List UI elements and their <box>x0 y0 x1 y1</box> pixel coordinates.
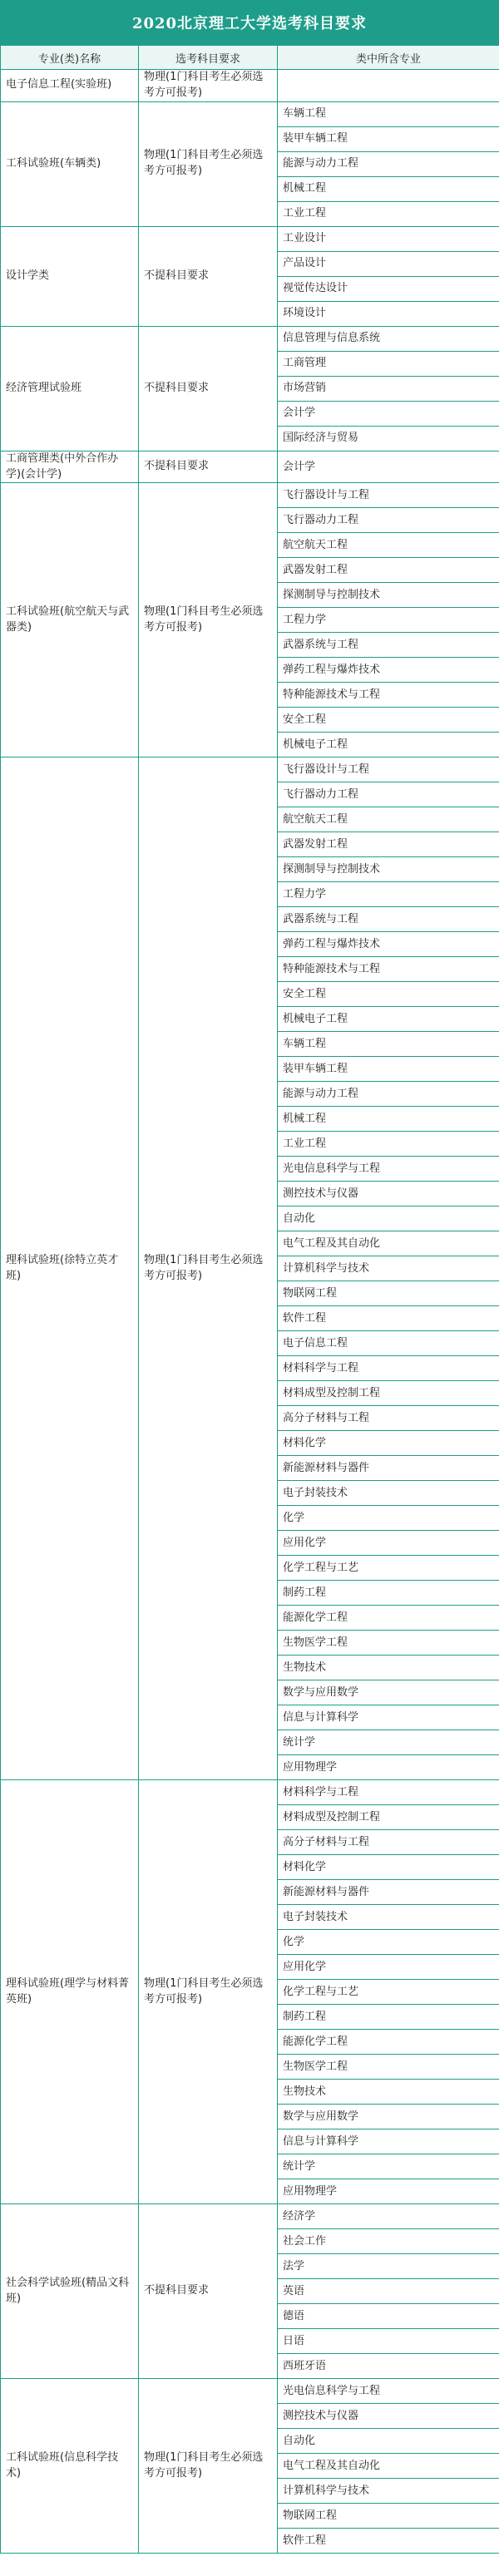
included-major: 武器系统与工程 <box>278 907 499 932</box>
included-major: 化学工程与工艺 <box>278 1980 499 2005</box>
subject-requirement: 不提科目要求 <box>139 2204 278 2379</box>
included-major: 工商管理 <box>278 351 499 376</box>
included-major: 高分子材料与工程 <box>278 1406 499 1431</box>
included-major: 武器发射工程 <box>278 832 499 857</box>
included-major: 飞行器动力工程 <box>278 508 499 533</box>
included-major: 化学 <box>278 1930 499 1955</box>
included-major: 生物医学工程 <box>278 1631 499 1656</box>
major-group-name: 工科试验班(车辆类) <box>1 101 139 226</box>
included-major: 材料科学与工程 <box>278 1780 499 1805</box>
included-major: 装甲车辆工程 <box>278 1057 499 1082</box>
included-major: 光电信息科学与工程 <box>278 1157 499 1182</box>
included-major: 物联网工程 <box>278 1281 499 1306</box>
included-major: 机械电子工程 <box>278 1007 499 1032</box>
included-major: 化学 <box>278 1506 499 1531</box>
included-major: 应用物理学 <box>278 2179 499 2204</box>
major-group-name: 理科试验班(理学与材料菁英班) <box>1 1780 139 2204</box>
subject-requirement: 物理(1门科目考生必须选考方可报考) <box>139 1780 278 2204</box>
included-major: 英语 <box>278 2279 499 2304</box>
included-major: 生物技术 <box>278 1656 499 1680</box>
subject-requirement: 物理(1门科目考生必须选考方可报考) <box>139 758 278 1780</box>
included-major: 软件工程 <box>278 2529 499 2554</box>
included-major: 航空航天工程 <box>278 807 499 832</box>
included-major: 能源化学工程 <box>278 1606 499 1631</box>
included-major: 计算机科学与技术 <box>278 2479 499 2504</box>
included-major: 测控技术与仪器 <box>278 2404 499 2429</box>
included-major: 工业设计 <box>278 226 499 251</box>
included-major: 新能源材料与器件 <box>278 1456 499 1481</box>
included-major: 光电信息科学与工程 <box>278 2379 499 2404</box>
table-body <box>1 70 499 2554</box>
included-major: 数学与应用数学 <box>278 1680 499 1705</box>
included-major: 生物医学工程 <box>278 2055 499 2080</box>
included-major: 计算机科学与技术 <box>278 1256 499 1281</box>
included-major: 统计学 <box>278 2154 499 2179</box>
included-major: 武器系统与工程 <box>278 633 499 658</box>
major-group-name: 设计学类 <box>1 226 139 326</box>
included-major: 德语 <box>278 2304 499 2329</box>
major-group-name: 工科试验班(航空航天与武器类) <box>1 483 139 758</box>
included-major: 武器发射工程 <box>278 558 499 583</box>
included-major: 飞行器设计与工程 <box>278 483 499 508</box>
included-major: 弹药工程与爆炸技术 <box>278 932 499 957</box>
included-major: 飞行器动力工程 <box>278 782 499 807</box>
included-major: 应用化学 <box>278 1955 499 1980</box>
included-major: 工业工程 <box>278 201 499 226</box>
included-major: 生物技术 <box>278 2080 499 2105</box>
included-major: 能源与动力工程 <box>278 151 499 176</box>
included-major: 车辆工程 <box>278 1032 499 1057</box>
included-major: 工程力学 <box>278 608 499 633</box>
included-major: 化学工程与工艺 <box>278 1556 499 1581</box>
included-major: 市场营销 <box>278 376 499 401</box>
included-major: 高分子材料与工程 <box>278 1830 499 1855</box>
subject-requirement: 物理(1门科目考生必须选考方可报考) <box>139 101 278 226</box>
major-group-name: 工商管理类(中外合作办学)(会计学) <box>1 451 139 483</box>
table-row <box>1 758 499 782</box>
table-row <box>1 326 499 351</box>
included-major: 社会工作 <box>278 2229 499 2254</box>
table-row <box>1 1780 499 1805</box>
table-row <box>1 451 499 483</box>
included-major: 机械工程 <box>278 1107 499 1132</box>
included-major: 法学 <box>278 2254 499 2279</box>
included-major: 视觉传达设计 <box>278 276 499 301</box>
included-major: 弹药工程与爆炸技术 <box>278 658 499 683</box>
subject-requirement: 物理(1门科目考生必须选考方可报考) <box>139 483 278 758</box>
included-major: 电子信息工程 <box>278 1331 499 1356</box>
table-header-row <box>1 46 499 70</box>
included-major: 安全工程 <box>278 982 499 1007</box>
included-major: 电子封装技术 <box>278 1481 499 1506</box>
subject-requirement: 不提科目要求 <box>139 326 278 451</box>
included-major: 装甲车辆工程 <box>278 126 499 151</box>
major-group-name: 经济管理试验班 <box>1 326 139 451</box>
included-major: 材料科学与工程 <box>278 1356 499 1381</box>
included-major: 材料化学 <box>278 1855 499 1880</box>
table-row <box>1 2204 499 2229</box>
included-major: 信息管理与信息系统 <box>278 326 499 351</box>
page-title: 2020北京理工大学选考科目要求 <box>0 0 499 45</box>
included-major: 信息与计算科学 <box>278 2129 499 2154</box>
included-major: 探测制导与控制技术 <box>278 583 499 608</box>
included-major: 工程力学 <box>278 882 499 907</box>
subject-requirement: 不提科目要求 <box>139 451 278 483</box>
table-row <box>1 70 499 102</box>
included-major: 自动化 <box>278 1207 499 1231</box>
included-major: 航空航天工程 <box>278 533 499 558</box>
included-major: 制药工程 <box>278 2005 499 2030</box>
included-major: 产品设计 <box>278 251 499 276</box>
included-major: 能源化学工程 <box>278 2030 499 2055</box>
included-major: 飞行器设计与工程 <box>278 758 499 782</box>
table-row <box>1 101 499 126</box>
subject-requirements-table <box>0 45 499 2554</box>
header-included-majors: 类中所含专业 <box>278 46 499 70</box>
included-major: 制药工程 <box>278 1581 499 1606</box>
major-group-name: 社会科学试验班(精品文科班) <box>1 2204 139 2379</box>
included-major: 日语 <box>278 2329 499 2354</box>
included-major: 物联网工程 <box>278 2504 499 2529</box>
included-major: 安全工程 <box>278 708 499 733</box>
included-major: 测控技术与仪器 <box>278 1182 499 1207</box>
included-major: 自动化 <box>278 2429 499 2454</box>
included-major: 特种能源技术与工程 <box>278 683 499 708</box>
included-major: 应用化学 <box>278 1531 499 1556</box>
included-major: 材料化学 <box>278 1431 499 1456</box>
included-major: 应用物理学 <box>278 1755 499 1780</box>
subject-requirement: 物理(1门科目考生必须选考方可报考) <box>139 2379 278 2554</box>
included-major: 信息与计算科学 <box>278 1705 499 1730</box>
included-major: 软件工程 <box>278 1306 499 1331</box>
included-major: 工业工程 <box>278 1132 499 1157</box>
included-major: 材料成型及控制工程 <box>278 1381 499 1406</box>
major-group-name: 工科试验班(信息科学技术) <box>1 2379 139 2554</box>
included-major: 经济学 <box>278 2204 499 2229</box>
included-major: 材料成型及控制工程 <box>278 1805 499 1830</box>
included-major: 环境设计 <box>278 301 499 326</box>
header-major-name: 专业(类)名称 <box>1 46 139 70</box>
table-row <box>1 2379 499 2404</box>
included-major: 机械工程 <box>278 176 499 201</box>
included-major: 会计学 <box>278 401 499 426</box>
included-major: 电气工程及其自动化 <box>278 1231 499 1256</box>
included-major: 电气工程及其自动化 <box>278 2454 499 2479</box>
included-major: 西班牙语 <box>278 2354 499 2379</box>
included-major: 能源与动力工程 <box>278 1082 499 1107</box>
included-major <box>278 70 499 102</box>
included-major: 数学与应用数学 <box>278 2105 499 2129</box>
included-major: 机械电子工程 <box>278 733 499 758</box>
included-major: 特种能源技术与工程 <box>278 957 499 982</box>
included-major: 会计学 <box>278 451 499 483</box>
major-group-name: 电子信息工程(实验班) <box>1 70 139 102</box>
included-major: 国际经济与贸易 <box>278 426 499 451</box>
table-row <box>1 226 499 251</box>
major-group-name: 理科试验班(徐特立英才班) <box>1 758 139 1780</box>
included-major: 新能源材料与器件 <box>278 1880 499 1905</box>
included-major: 探测制导与控制技术 <box>278 857 499 882</box>
header-subject-requirement: 选考科目要求 <box>139 46 278 70</box>
subject-requirement: 物理(1门科目考生必须选考方可报考) <box>139 70 278 102</box>
included-major: 车辆工程 <box>278 101 499 126</box>
subject-requirement: 不提科目要求 <box>139 226 278 326</box>
included-major: 电子封装技术 <box>278 1905 499 1930</box>
table-row <box>1 483 499 508</box>
included-major: 统计学 <box>278 1730 499 1755</box>
